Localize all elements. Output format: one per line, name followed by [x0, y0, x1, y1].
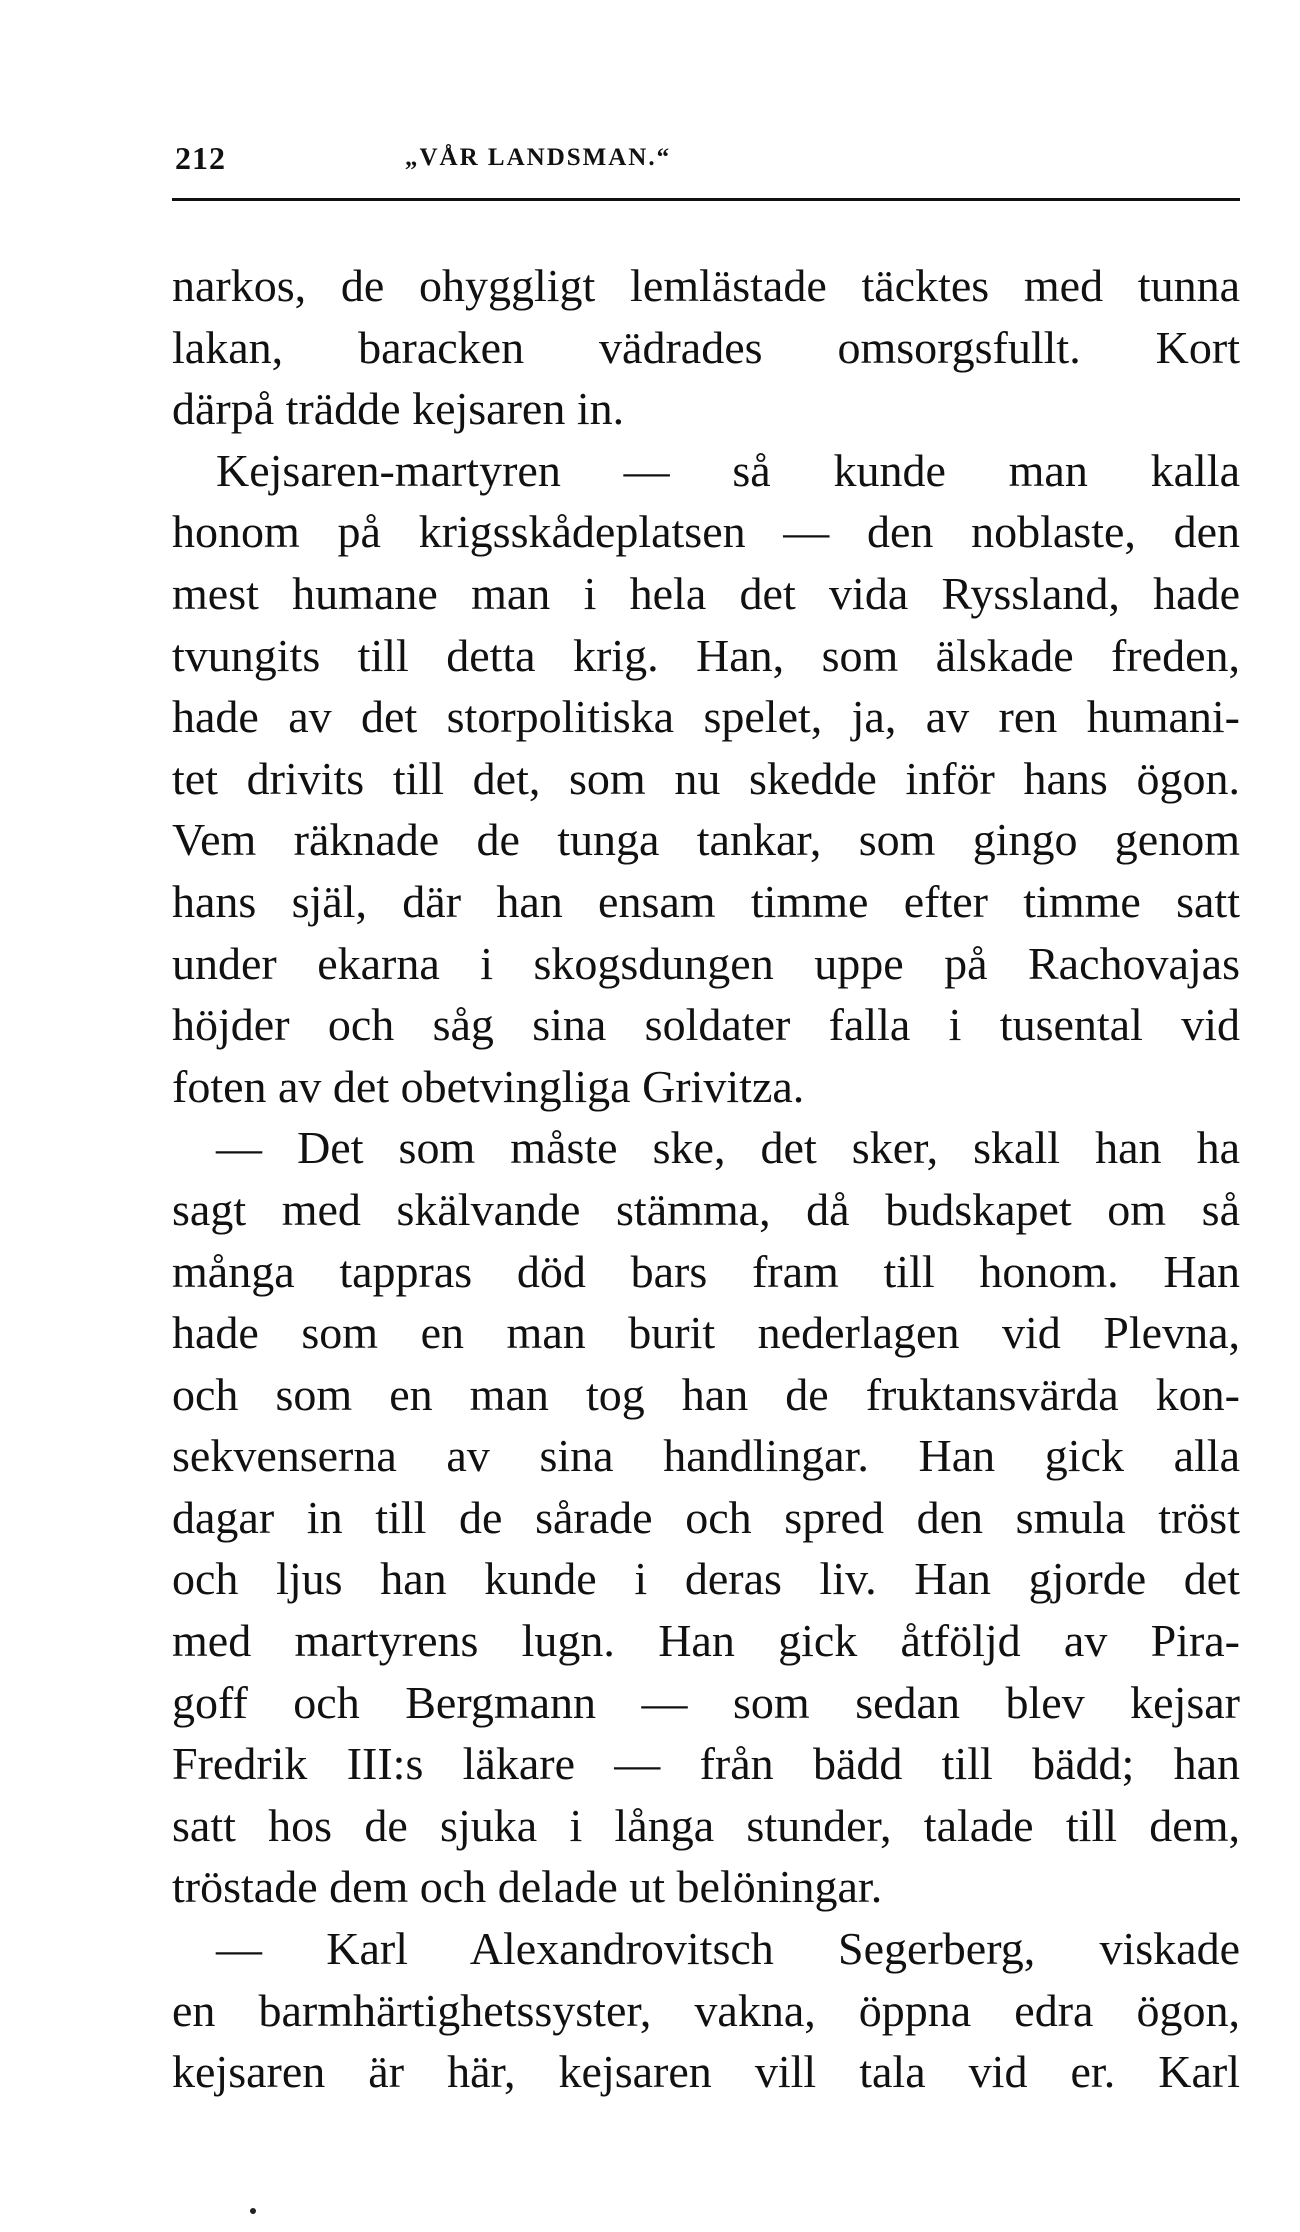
page-header [175, 140, 1235, 182]
text-line: mest humane man i hela det vida Ryssland, hade [172, 567, 1240, 619]
text-line: Vem räknade de tunga tankar, som gingo genom [172, 814, 1240, 866]
text-line: höjder och såg sina soldater falla i tusental vid [172, 999, 1240, 1051]
text-line: lakan, baracken vädrades omsorgsfullt. Kort [172, 321, 1240, 373]
text-line: tet drivits till det, som nu skedde inför hans ögon. [172, 752, 1240, 804]
text-line: — Det som måste ske, det sker, skall han ha [216, 1122, 1240, 1174]
text-line: honom på krigsskådeplatsen — den noblaste, den [172, 506, 1240, 558]
text-line: foten av det obetvingliga Grivitza. [172, 1060, 805, 1112]
text-line: satt hos de sjuka i långa stunder, talade till dem, [172, 1799, 1240, 1851]
text-line: och som en man tog han de fruktansvärda kon- [172, 1368, 1240, 1420]
text-line: hade som en man burit nederlagen vid Plevna, [172, 1307, 1240, 1359]
text-line: många tappras död bars fram till honom. Han [172, 1245, 1240, 1297]
text-line: därpå trädde kejsaren in. [172, 383, 625, 435]
text-line: tvungits till detta krig. Han, som älskade freden, [172, 629, 1240, 681]
ink-speck [250, 2208, 256, 2214]
text-line: tröstade dem och delade ut belöningar. [172, 1861, 883, 1913]
body-text [172, 255, 1240, 2103]
text-line: under ekarna i skogsdungen uppe på Rachovajas [172, 937, 1240, 989]
text-line: narkos, de ohyggligt lemlästade täcktes med tunna [172, 260, 1240, 311]
text-line: sekvenserna av sina handlingar. Han gick alla [172, 1430, 1240, 1482]
text-line: goff och Bergmann — som sedan blev kejsar [172, 1676, 1240, 1728]
text-line: Fredrik III:s läkare — från bädd till bädd; han [172, 1738, 1240, 1790]
header-rule [172, 198, 1240, 201]
text-line: hans själ, där han ensam timme efter timme satt [172, 875, 1240, 927]
text-line: dagar in till de sårade och spred den smula tröst [172, 1491, 1240, 1543]
text-line: kejsaren är här, kejsaren vill tala vid er. Karl [172, 2046, 1240, 2098]
running-title: „VÅR LANDSMAN.“ [405, 144, 672, 171]
text-line: sagt med skälvande stämma, då budskapet om så [172, 1183, 1240, 1235]
text-line: hade av det storpolitiska spelet, ja, av ren humani- [172, 691, 1240, 743]
text-line: en barmhärtighetssyster, vakna, öppna edra ögon, [172, 1984, 1240, 2036]
text-line: Kejsaren-martyren — så kunde man kalla [216, 444, 1240, 496]
text-line: med martyrens lugn. Han gick åtföljd av Pira- [172, 1615, 1240, 1667]
text-line: och ljus han kunde i deras liv. Han gjorde det [172, 1553, 1240, 1605]
page-number: 212 [175, 140, 226, 176]
text-line: — Karl Alexandrovitsch Segerberg, viskade [216, 1923, 1240, 1975]
